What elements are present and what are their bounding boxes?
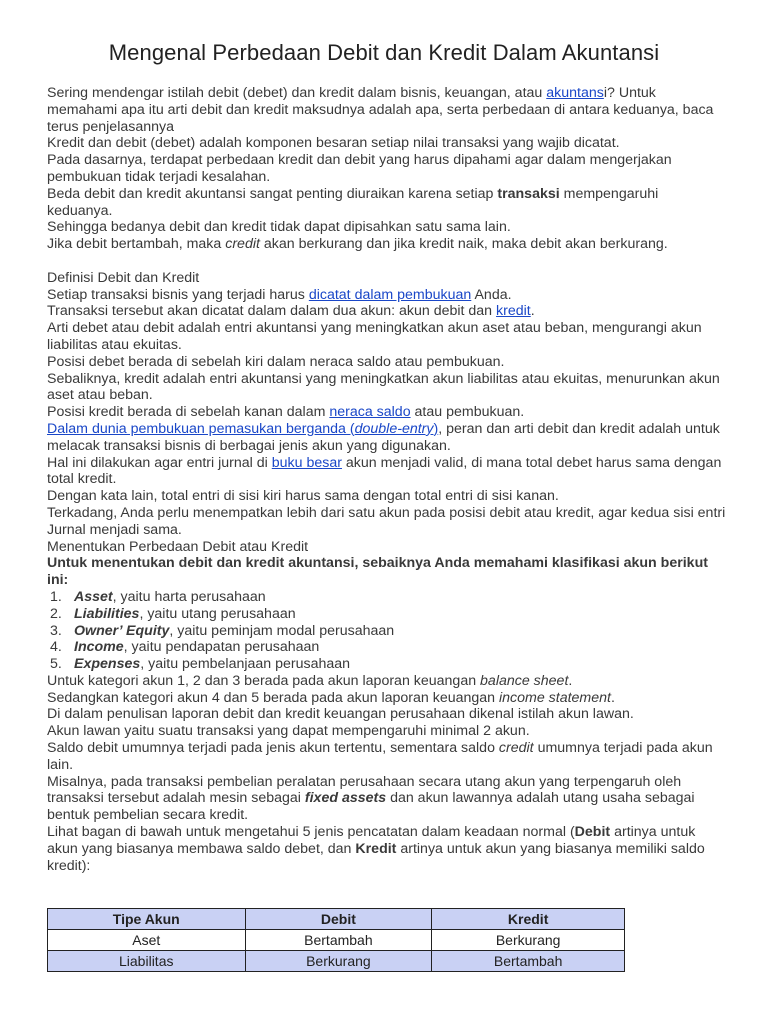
neraca-saldo-link[interactable]: neraca saldo	[329, 404, 411, 421]
text: Posisi kredit berada di sebelah kanan dalam	[47, 404, 330, 421]
paragraph	[47, 421, 727, 455]
paragraph: Dengan kata lain, total entri di sisi kiri harus sama dengan total entri di sisi kanan.	[47, 488, 559, 505]
text: Misalnya, pada transaksi pembelian peralatan perusahaan secara utang akun yang terpengaruh oleh transaksi tersebut adalah mesin sebagai	[47, 773, 682, 807]
debit-kredit-table	[47, 908, 625, 972]
paragraph: Sehingga bedanya debit dan kredit tidak dapat dipisahkan satu sama lain.	[47, 219, 511, 236]
text: artinya untuk akun yang biasanya memiliki saldo kredit):	[47, 840, 705, 874]
text: .	[568, 672, 573, 689]
list-number: 2.	[50, 605, 62, 622]
text: Lihat bagan di bawah untuk mengetahui 5 jenis pencatatan dalam keadaan normal (	[47, 824, 575, 841]
list-term: Expenses	[74, 656, 141, 673]
header-cell-debit: Debit	[245, 909, 432, 930]
text: Sedangkan kategori akun 4 dan 5 berada pada akun laporan keuangan	[47, 689, 499, 706]
text: .	[530, 303, 535, 320]
italic-text: credit	[498, 740, 534, 757]
link-text: )	[433, 420, 439, 437]
intro-text-cont: i? Untuk memahami apa itu arti debit dan kredit maksudnya adalah apa, serta perbedaan di antara keduanya, baca terus penjelasannya	[47, 85, 714, 135]
text: mempengaruhi keduanya.	[47, 185, 659, 219]
list-desc: , yaitu utang perusahaan	[139, 605, 296, 622]
list-item	[47, 623, 727, 640]
intro-text: Sering mendengar istilah debit (debet) dan kredit dalam bisnis, keuangan, atau	[47, 85, 547, 101]
table-cell: Bertambah	[432, 951, 625, 972]
double-entry-link[interactable]	[47, 421, 438, 437]
table-cell: Berkurang	[432, 930, 625, 951]
paragraph	[47, 774, 727, 824]
bold-text: Untuk menentukan debit dan kredit akuntansi, sebaiknya Anda memahami klasifikasi akun berikut ini:	[47, 555, 708, 589]
text: Setiap transaksi bisnis yang terjadi harus	[47, 286, 309, 303]
list-number: 3.	[50, 622, 62, 639]
paragraph: Di dalam penulisan laporan debit dan kredit keuangan perusahaan dikenal istilah akun lawan.	[47, 706, 634, 723]
text: artinya untuk akun yang biasanya membawa saldo debet, dan	[47, 824, 696, 857]
dicatat-link[interactable]: dicatat dalam pembukuan	[308, 286, 472, 303]
list-term: Income	[74, 639, 124, 656]
section-heading-menentukan: Menentukan Perbedaan Debit atau Kredit	[47, 538, 309, 555]
paragraph: Posisi debet berada di sebelah kiri dalam neraca saldo atau pembukuan.	[47, 353, 505, 370]
table-row	[48, 951, 625, 972]
list-term: Asset	[74, 588, 113, 605]
text: umumnya terjadi pada akun lain.	[47, 740, 713, 773]
list-term: Liabilities	[74, 605, 140, 622]
text: Hal ini dilakukan agar entri jurnal di	[47, 454, 272, 471]
page-title: Mengenal Perbedaan Debit dan Kredit Dalam Akuntansi	[108, 40, 660, 65]
paragraph: Sebaliknya, kredit adalah entri akuntansi yang meningkatkan akun liabilitas atau ekuitas, menurunkan akun aset atau beban.	[47, 370, 720, 404]
list-number: 1.	[50, 588, 62, 605]
paragraph	[47, 673, 727, 690]
italic-text: balance sheet	[480, 672, 569, 689]
bold-italic-text: fixed assets	[304, 790, 387, 807]
list-item	[47, 639, 727, 656]
bold-text: Kredit	[355, 840, 397, 857]
table-row	[48, 930, 625, 951]
list-item	[47, 589, 727, 606]
italic-text: credit	[225, 236, 260, 253]
text: Transaksi tersebut akan dicatat dalam dalam dua akun: akun debit dan	[47, 303, 497, 320]
table-cell: Bertambah	[245, 930, 432, 951]
list-number: 5.	[50, 656, 62, 673]
text: Saldo debit umumnya terjadi pada jenis akun tertentu, sementara saldo	[47, 740, 499, 757]
text: Anda.	[471, 286, 512, 303]
list-desc: , yaitu pendapatan perusahaan	[123, 639, 320, 656]
paragraph	[47, 303, 727, 320]
paragraph	[47, 287, 727, 304]
paragraph: Pada dasarnya, terdapat perbedaan kredit dan debit yang harus dipahami agar dalam mengerjakan pembukuan tidak terjadi kesalahan.	[47, 152, 672, 185]
list-desc: , yaitu pembelanjaan perusahaan	[140, 656, 351, 673]
text: Untuk kategori akun 1, 2 dan 3 berada pada akun laporan keuangan	[47, 672, 481, 689]
akuntansi-link[interactable]: akuntans	[546, 85, 604, 101]
list-item	[47, 606, 727, 623]
article-body	[47, 85, 727, 874]
table-header-row	[48, 909, 625, 930]
paragraph	[47, 740, 727, 774]
text: , peran dan arti debit dan kredit adalah untuk melacak transaksi bisnis di berbagai jenis akun yang digunakan.	[47, 420, 720, 454]
text: akun menjadi valid, di mana total debet harus sama dengan total kredit.	[47, 454, 722, 488]
paragraph: Kredit dan debit (debet) adalah komponen besaran setiap nilai transaksi yang wajib dicatat.	[47, 135, 620, 152]
kredit-link[interactable]: kredit	[496, 303, 531, 320]
list-desc: , yaitu peminjam modal perusahaan	[169, 622, 395, 639]
paragraph: Akun lawan yaitu suatu transaksi yang dapat mempengaruhi minimal 2 akun.	[47, 723, 530, 740]
header-cell-kredit: Kredit	[432, 909, 625, 930]
paragraph: Terkadang, Anda perlu menempatkan lebih dari satu akun pada posisi debit atau kredit, agar kedua sisi entri Jurnal menjadi sama.	[47, 504, 726, 538]
list-number: 4.	[50, 639, 62, 656]
paragraph	[47, 186, 727, 220]
list-item	[47, 656, 727, 673]
paragraph: Arti debet atau debit adalah entri akuntansi yang meningkatkan akun aset atau beban, mengurangi akun liabilitas atau ekuitas.	[47, 320, 702, 353]
text: Beda debit dan kredit akuntansi sangat penting diuraikan karena setiap	[47, 185, 498, 202]
header-cell-tipe-akun: Tipe Akun	[48, 909, 246, 930]
text: Jika debit bertambah, maka	[47, 236, 226, 253]
table-cell: Aset	[48, 930, 246, 951]
paragraph	[47, 404, 727, 421]
link-italic: double-entry	[354, 420, 434, 437]
section-heading-definisi: Definisi Debit dan Kredit	[47, 269, 200, 286]
text: .	[610, 689, 615, 706]
paragraph	[47, 236, 727, 253]
account-classification-list	[47, 589, 727, 673]
spacer	[47, 253, 727, 270]
list-term: Owner’ Equity	[74, 622, 170, 639]
paragraph	[47, 824, 727, 874]
text: atau pembukuan.	[410, 404, 525, 421]
bold-text: Debit	[574, 824, 611, 841]
italic-text: income statement	[499, 689, 611, 706]
text: akan berkurang dan jika kredit naik, maka debit akan berkurang.	[259, 236, 668, 253]
table-cell: Liabilitas	[48, 951, 246, 972]
buku-besar-link[interactable]: buku besar	[271, 454, 342, 471]
table-cell: Berkurang	[245, 951, 432, 972]
intro-paragraph	[47, 85, 727, 135]
link-text: Dalam dunia pembukuan pemasukan berganda (	[47, 420, 355, 437]
paragraph	[47, 455, 727, 489]
bold-intro	[47, 555, 727, 589]
text: dan akun lawannya adalah utang usaha sebagai bentuk pembelian secara kredit.	[47, 790, 695, 824]
bold-text: transaksi	[497, 185, 560, 202]
list-desc: , yaitu harta perusahaan	[112, 588, 266, 605]
paragraph	[47, 690, 727, 707]
